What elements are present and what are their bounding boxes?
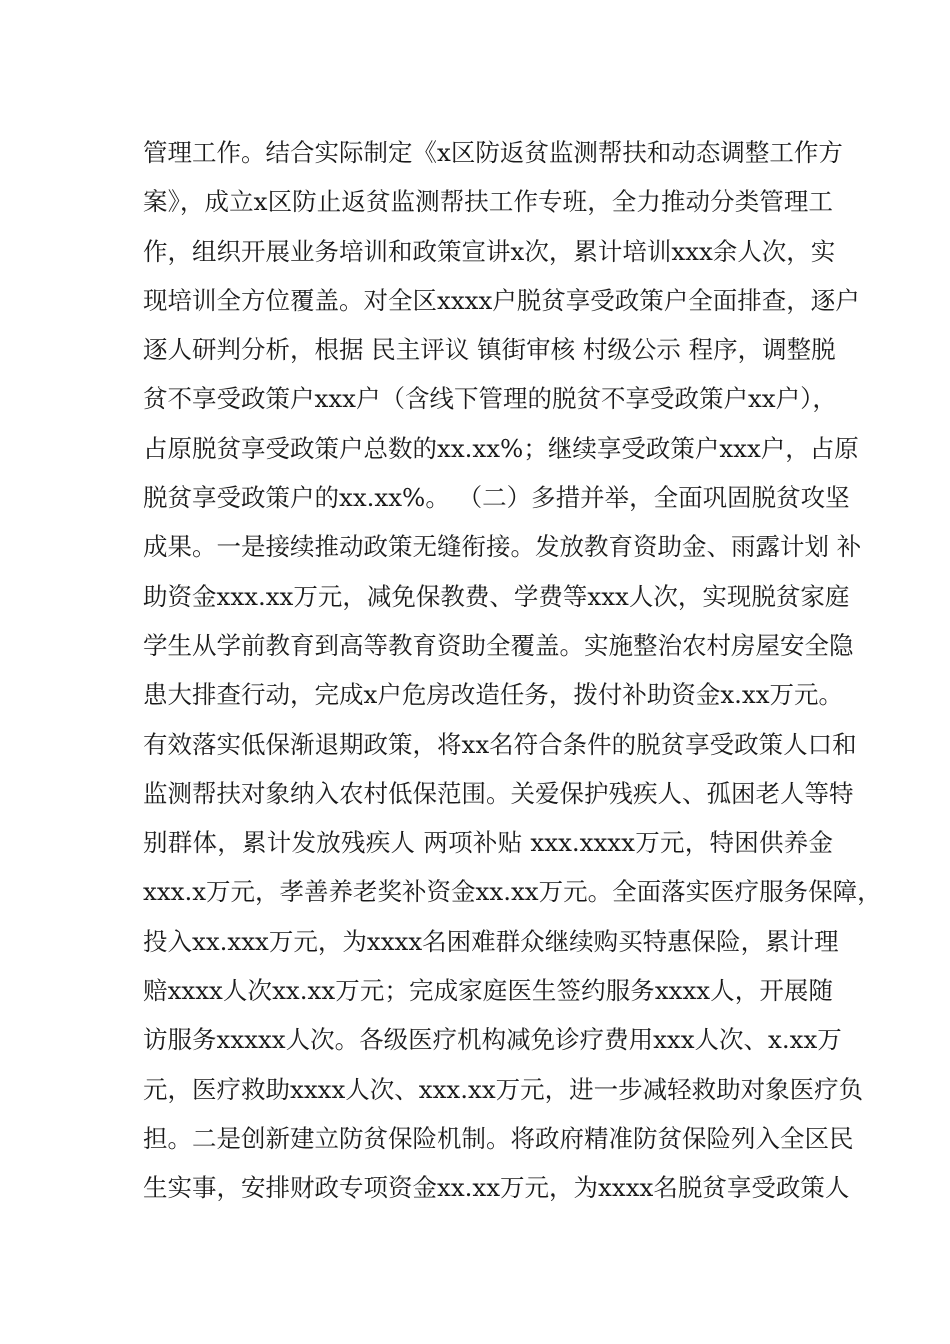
text-line: 占原脱贫享受政策户总数的xx.xx%；继续享受政策户xxx户，占原 [143,433,859,463]
text-line: 监测帮扶对象纳入农村低保范围。关爱保护残疾人、孤困老人等特 [143,778,854,808]
text-line: 脱贫享受政策户的xx.xx%。 （二）多措并举，全面巩固脱贫攻坚 [143,483,850,513]
text-line: 赔xxxx人次xx.xx万元；完成家庭医生签约服务xxxx人，开展随 [143,976,833,1006]
text-line: 助资金xxx.xx万元，减免保教费、学费等xxx人次，实现脱贫家庭 [143,581,850,611]
text-line: 担。二是创新建立防贫保险机制。将政府精准防贫保险列入全区民 [143,1123,854,1153]
text-line: 访服务xxxxx人次。各级医疗机构减免诊疗费用xxx人次、x.xx万 [143,1025,842,1055]
text-line: 管理工作。结合实际制定《x区防返贫监测帮扶和动态调整工作方 [143,138,843,167]
text-line: 作，组织开展业务培训和政策宣讲x次，累计培训xxx余人次，实 [143,236,836,266]
text-line: 患大排查行动，完成x户危房改造任务，拨付补助资金x.xx万元。 [143,680,844,710]
text-line: 逐人研判分析，根据 民主评议 镇街审核 村级公示 程序，调整脱 [143,335,836,365]
text-line: 有效落实低保渐退期政策，将xx名符合条件的脱贫享受政策人口和 [143,729,857,759]
text-line: 成果。一是接续推动政策无缝衔接。发放教育资助金、雨露计划 补 [143,532,862,562]
text-line: xxx.x万元，孝善养老奖补资金xx.xx万元。全面落实医疗服务保障， [143,877,882,907]
text-line: 学生从学前教育到高等教育资助全覆盖。实施整治农村房屋安全隐 [143,630,854,660]
text-line: 生实事，安排财政专项资金xx.xx万元，为xxxx名脱贫享受政策人 [143,1173,850,1203]
text-line: 案》，成立x区防止返贫监测帮扶工作专班，全力推动分类管理工 [143,187,833,217]
text-line: 投入xx.xxx万元，为xxxx名困难群众继续购买特惠保险，累计理 [143,926,839,956]
body-paragraph [143,128,882,1213]
text-line: 现培训全方位覆盖。对全区xxxx户脱贫享受政策户全面排查，逐户 [143,285,860,315]
text-line: 贫不享受政策户xxx户（含线下管理的脱贫不享受政策户xx户）， [143,384,837,414]
text-line: 元，医疗救助xxxx人次、xxx.xx万元，进一步减轻救助对象医疗负 [143,1074,864,1104]
text-line: 别群体，累计发放残疾人 两项补贴 xxx.xxxx万元，特困供养金 [143,828,833,858]
